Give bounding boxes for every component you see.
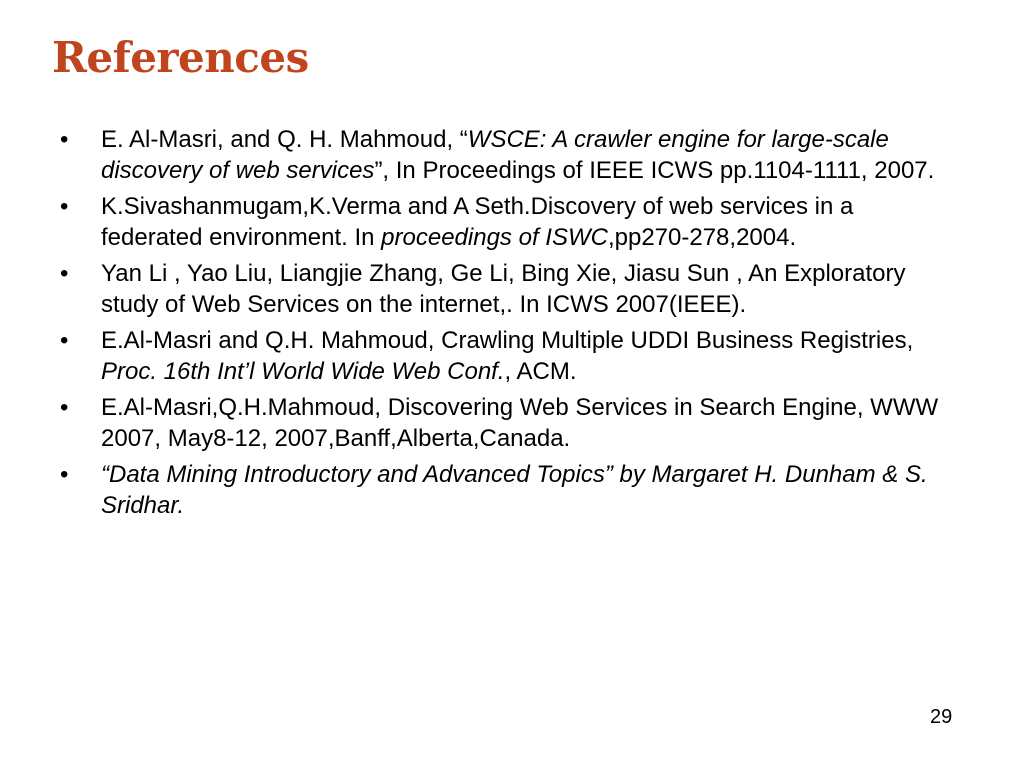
reference-italic-title: WSCE: A crawler engine for large-scale discovery of web services	[101, 126, 889, 184]
reference-text: K.Sivashanmugam,K.Verma and A Seth.Discovery of web services in a federated environment. In	[101, 193, 854, 251]
reference-text: Yan Li , Yao Liu, Liangjie Zhang, Ge Li, Bing Xie, Jiasu Sun , An Exploratory study of Web Services on the internet,. In ICWS 2007(IEEE).	[101, 260, 906, 318]
bullet-icon: •	[60, 126, 69, 153]
reference-text-tail: , ACM.	[504, 358, 577, 385]
page-number: 29	[930, 706, 953, 728]
reference-text: E. Al-Masri, and Q. H. Mahmoud, “	[101, 126, 468, 153]
bullet-icon: •	[60, 394, 69, 421]
reference-item	[60, 325, 960, 387]
reference-item	[60, 459, 960, 521]
bullet-icon: •	[60, 260, 69, 287]
reference-item	[60, 124, 960, 186]
slide-title: References	[52, 33, 309, 82]
reference-text-tail: ”, In Proceedings of IEEE ICWS pp.1104-1111, 2007.	[374, 157, 935, 184]
reference-italic-title: “Data Mining Introductory and Advanced Topics” by Margaret H. Dunham & S. Sridhar.	[101, 461, 928, 519]
reference-list	[60, 124, 960, 526]
reference-text: E.Al-Masri,Q.H.Mahmoud, Discovering Web Services in Search Engine, WWW 2007, May8-12, 2007,Banff,Alberta,Canada.	[101, 394, 939, 452]
reference-italic-title: Proc. 16th Int’l World Wide Web Conf.	[101, 358, 505, 385]
reference-text: E.Al-Masri and Q.H. Mahmoud, Crawling Multiple UDDI Business Registries,	[101, 327, 914, 354]
reference-italic-title: proceedings of ISWC	[381, 224, 608, 251]
bullet-icon: •	[60, 193, 69, 220]
reference-text-tail: ,pp270-278,2004.	[607, 224, 797, 251]
bullet-icon: •	[60, 461, 69, 488]
bullet-icon: •	[60, 327, 69, 354]
reference-item	[60, 258, 960, 320]
reference-item	[60, 191, 960, 253]
reference-item	[60, 392, 960, 454]
